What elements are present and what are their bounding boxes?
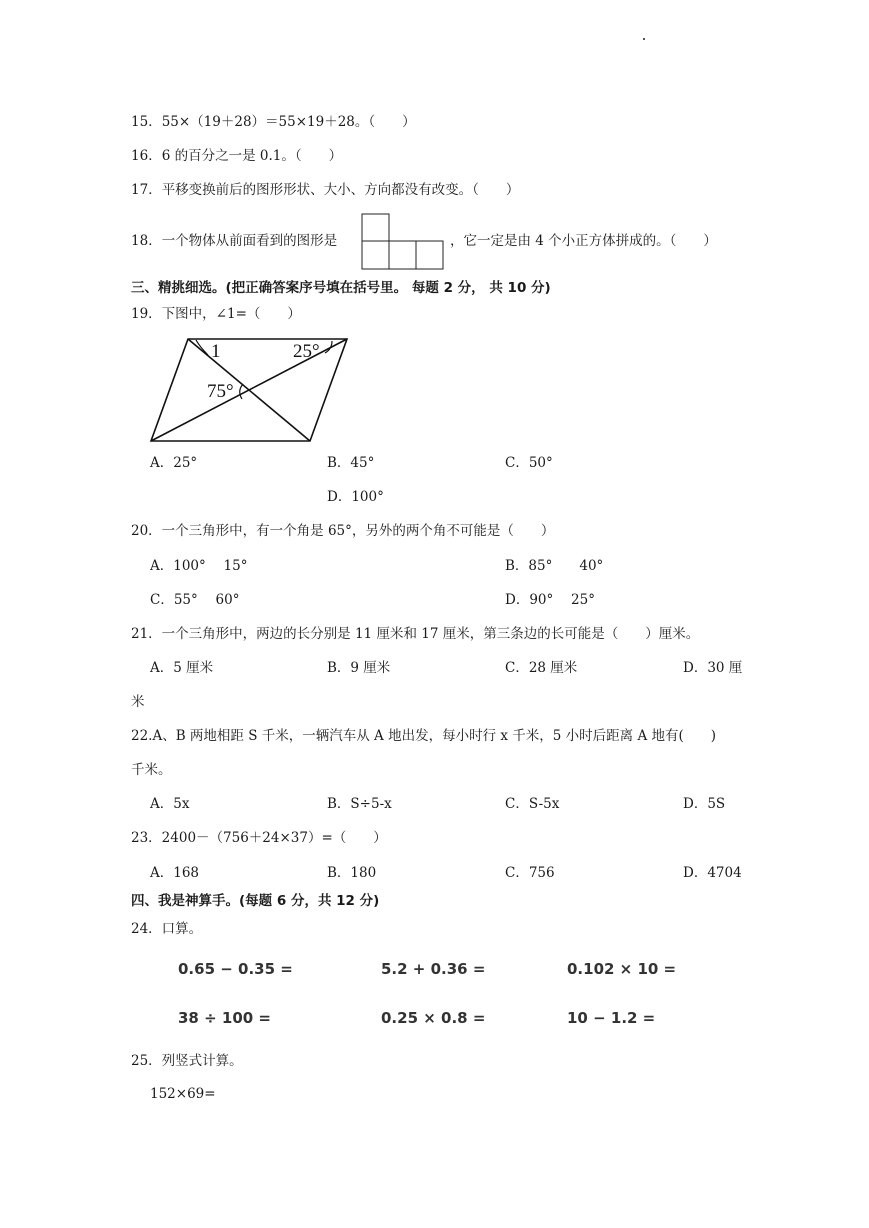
question-23: 23．2400－（756＋24×37）=（ ）	[131, 830, 387, 846]
page-dot	[643, 38, 645, 40]
question-21: 21．一个三角形中，两边的长分别是 11 厘米和 17 厘米，第三条边的长可能是（ ）厘米。	[131, 626, 700, 642]
q20-option-b: B．85° 40°	[505, 558, 604, 574]
vertical-calc-1: 152×69=	[150, 1086, 216, 1102]
mental-calc-1: 0.65 − 0.35 =	[178, 960, 293, 978]
q20-option-a: A．100° 15°	[150, 558, 248, 574]
q21-option-a: A．5 厘米	[150, 660, 214, 676]
mental-calc-3: 0.102 × 10 =	[567, 960, 677, 978]
question-18: 18．一个物体从前面看到的图形是	[131, 233, 338, 249]
question-number: 15	[131, 114, 149, 130]
section-4-title: 四、我是神算手。(每题 6 分，共 12 分)	[131, 893, 380, 909]
q21-wrap: 米	[131, 694, 145, 710]
q23-option-d: D．4704	[683, 865, 742, 881]
q23-option-a: A．168	[150, 865, 200, 881]
mental-calc-6: 10 − 1.2 =	[567, 1009, 656, 1027]
question-20: 20．一个三角形中，有一个角是 65°，另外的两个角不可能是（ ）	[131, 523, 555, 539]
question-text: 55×（19＋28）＝55×19＋28。（ ）	[161, 114, 416, 130]
mental-calc-2: 5.2 + 0.36 =	[381, 960, 486, 978]
q21-option-c: C．28 厘米	[505, 660, 578, 676]
q19-option-d: D．100°	[327, 489, 384, 505]
angle-75-label: 75°	[207, 381, 234, 402]
question-number: 16	[131, 148, 149, 164]
q22-option-c: C．S-5x	[505, 796, 560, 812]
q23-option-c: C．756	[505, 865, 555, 881]
mental-calc-5: 0.25 × 0.8 =	[381, 1009, 486, 1027]
mental-calc-4: 38 ÷ 100 =	[178, 1009, 271, 1027]
question-text: 6 的百分之一是 0.1。（ ）	[161, 148, 343, 164]
parallelogram-figure	[148, 335, 352, 445]
question-text: 一个物体从前面看到的图形是	[161, 233, 338, 249]
section-3-title: 三、精挑细选。(把正确答案序号填在括号里。 每题 2 分， 共 10 分)	[131, 280, 551, 296]
question-22: 22.A、B 两地相距 S 千米，一辆汽车从 A 地出发，每小时行 x 千米，5 小时后距离 A 地有( )	[131, 728, 717, 744]
q19-option-c: C．50°	[505, 455, 553, 471]
front-view-figure	[361, 213, 445, 271]
q19-option-b: B．45°	[327, 455, 375, 471]
question-19: 19．下图中，∠1=（ ）	[131, 306, 301, 322]
angle-25-label: 25°	[293, 341, 320, 362]
question-24: 24．口算。	[131, 921, 203, 937]
q21-option-b: B．9 厘米	[327, 660, 391, 676]
question-18-tail: ，它一定是由 4 个小正方体拼成的。（ ）	[450, 233, 717, 249]
q20-option-c: C．55° 60°	[150, 592, 240, 608]
q20-option-d: D．90° 25°	[505, 592, 595, 608]
question-15: 15．55×（19＋28）＝55×19＋28。（ ）	[131, 114, 416, 130]
question-number: 18	[131, 233, 149, 249]
q22-option-b: B．S÷5-x	[327, 796, 392, 812]
question-17: 17．平移变换前后的图形形状、大小、方向都没有改变。（ ）	[131, 182, 520, 198]
question-number: 17	[131, 182, 149, 198]
q23-option-b: B．180	[327, 865, 377, 881]
angle-1-label: 1	[211, 341, 221, 362]
question-25: 25．列竖式计算。	[131, 1053, 243, 1069]
question-text: 平移变换前后的图形形状、大小、方向都没有改变。（ ）	[161, 182, 520, 198]
q19-option-a: A．25°	[150, 455, 198, 471]
q22-wrap: 千米。	[131, 762, 172, 778]
q21-option-d: D．30 厘	[683, 660, 743, 676]
q22-option-a: A．5x	[150, 796, 190, 812]
q22-option-d: D．5S	[683, 796, 726, 812]
question-16: 16．6 的百分之一是 0.1。（ ）	[131, 148, 343, 164]
